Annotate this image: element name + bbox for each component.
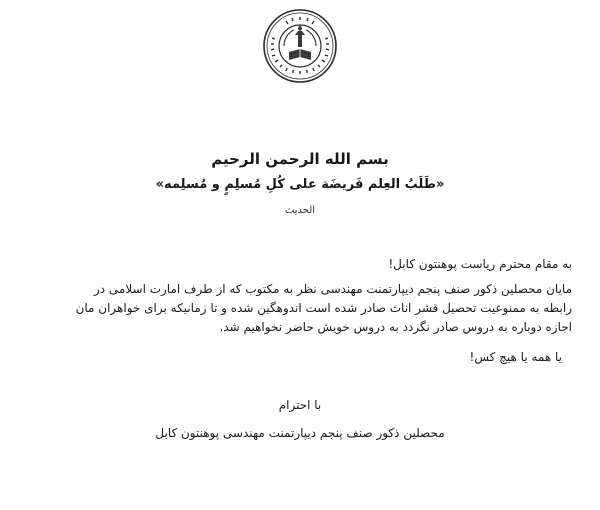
university-seal-logo xyxy=(262,8,338,84)
regards-line: با احترام xyxy=(278,398,322,412)
signature-line: محصلین ذکور صنف پنجم دیپارتمنت مهندسی پوهنتون کابل xyxy=(155,426,445,440)
hadith-quote: «طَلَبُ العِلم فَریضَة علی کُلِ مُسلِمٍ و مُسلِمه» xyxy=(155,177,445,192)
addressee-line: به مقام محترم ریاست پوهنتون کابل! xyxy=(388,257,572,271)
body-line: مایان محصلین ذکور صنف پنجم دیپارتمنت مهندسی نظر به مکتوب که از طرف امارت اسلامی در xyxy=(93,282,572,296)
letter-body xyxy=(12,280,572,337)
hadith-source: الحدیث xyxy=(284,205,316,216)
seal-emblem-icon xyxy=(262,8,338,84)
body-line: اجازه دوباره به دروس صادر نگردد به دروس خویش حاضر نخواهیم شد. xyxy=(219,320,572,334)
body-line: رابطه به ممنوعیت تحصیل قشر اناث صادر شده است اندوهگین شده و تا زمانیکه برای خواهران مان xyxy=(75,301,572,315)
closing-question: یا همه یا هیچ کس! xyxy=(469,350,562,364)
bismillah-heading: بسم الله الرحمن الرحیم xyxy=(211,150,389,168)
